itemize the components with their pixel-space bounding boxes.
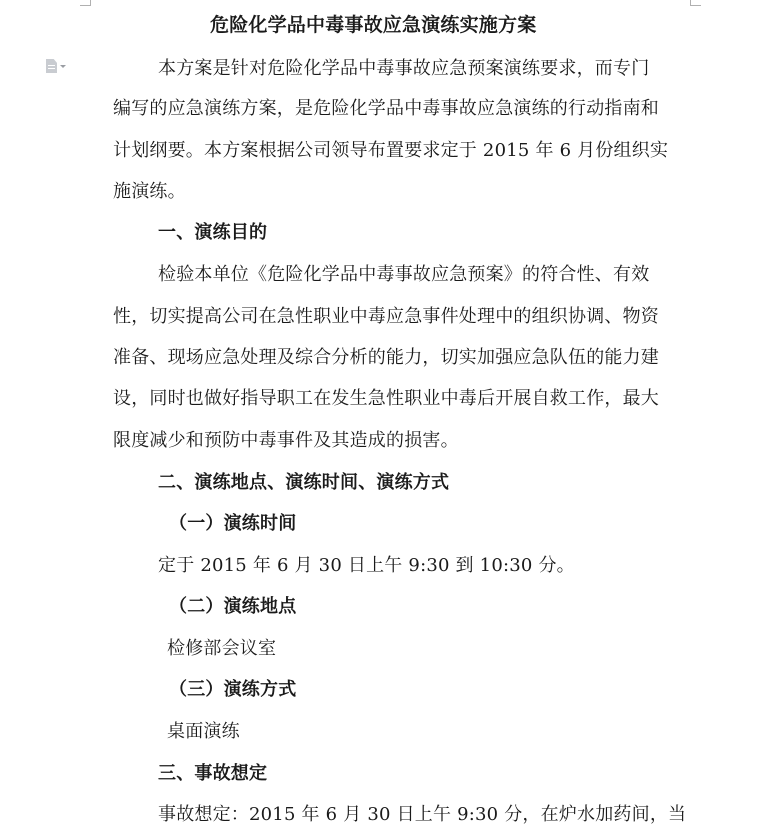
intro-line-4: 施演练。	[113, 181, 186, 202]
section1-heading: 一、演练目的	[158, 222, 268, 243]
section2-sub1-heading: （一）演练时间	[169, 513, 297, 534]
section2-sub3-body: 桌面演练	[167, 721, 240, 742]
page-corner-mark-left	[90, 0, 91, 6]
section2-sub1-body: 定于 2015 年 6 月 30 日上午 9:30 到 10:30 分。	[158, 555, 575, 576]
document-nav-icon[interactable]	[46, 58, 74, 74]
section2-heading: 二、演练地点、演练时间、演练方式	[158, 472, 450, 493]
caret-down-icon	[60, 65, 66, 68]
section3-heading: 三、事故想定	[158, 763, 268, 784]
section1-line-4: 设，同时也做好指导职工在发生急性职业中毒后开展自救工作，最大	[113, 388, 659, 409]
intro-line-3: 计划纲要。本方案根据公司领导布置要求定于 2015 年 6 月份组织实	[113, 140, 669, 161]
section2-sub3-heading: （三）演练方式	[169, 679, 297, 700]
section2-sub2-heading: （二）演练地点	[169, 596, 297, 617]
section1-line-2: 性，切实提高公司在急性职业中毒应急事件处理中的组织协调、物资	[113, 306, 659, 327]
intro-line-1: 本方案是针对危险化学品中毒事故应急预案演练要求，而专门	[158, 58, 650, 79]
document-title: 危险化学品中毒事故应急演练实施方案	[210, 14, 537, 36]
section2-sub2-body: 检修部会议室	[167, 638, 277, 659]
document-sheet-icon	[46, 59, 57, 73]
section1-line-3: 准备、现场应急处理及综合分析的能力，切实加强应急队伍的能力建	[113, 347, 659, 368]
section1-line-5: 限度减少和预防中毒事件及其造成的损害。	[113, 430, 459, 451]
page-corner-mark-right	[690, 0, 691, 6]
section1-line-1: 检验本单位《危险化学品中毒事故应急预案》的符合性、有效	[158, 264, 650, 285]
intro-line-2: 编写的应急演练方案，是危险化学品中毒事故应急演练的行动指南和	[113, 98, 659, 119]
section3-line-1: 事故想定：2015 年 6 月 30 日上午 9:30 分，在炉水加药间，当	[158, 804, 687, 825]
